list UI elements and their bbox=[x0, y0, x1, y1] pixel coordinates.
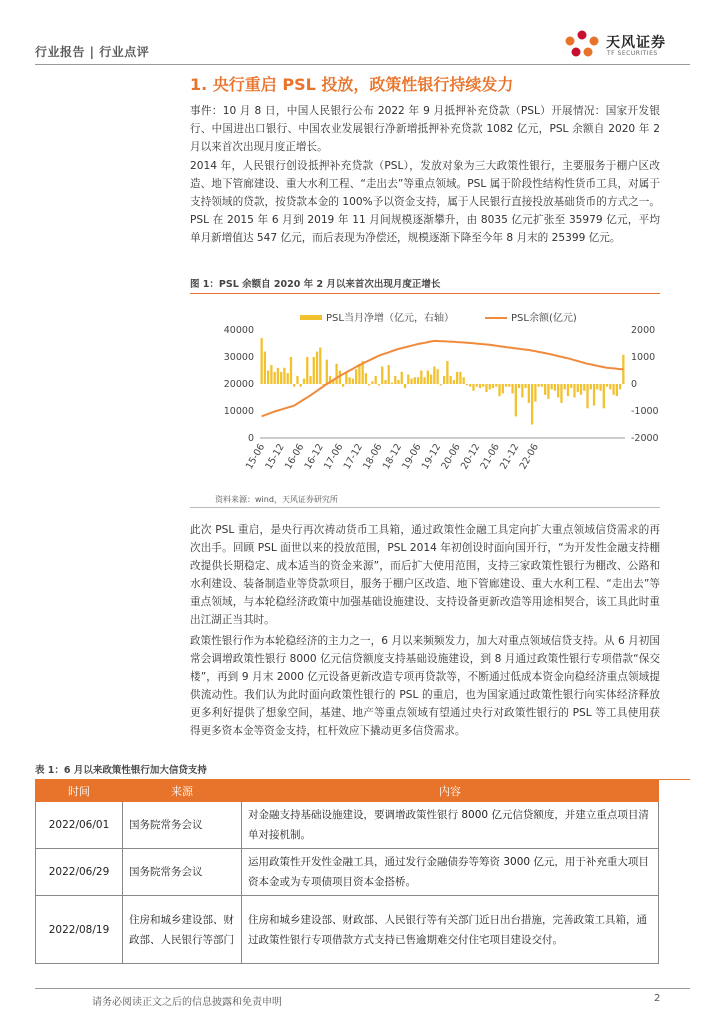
chart-bar bbox=[570, 384, 572, 388]
chart-bar bbox=[378, 384, 380, 385]
paragraph-event: 事件：10 月 8 日，中国人民银行公布 2022 年 9 月抵押补充贷款（PSL）开展情况：国家开发银行、中国进出口银行、中国农业发展银行净新增抵押补充贷款 1082 亿元，PSL 余额自 2020 年 2 月以来首次出现月度正增长。 bbox=[190, 105, 660, 153]
cell-date: 2022/08/19 bbox=[36, 896, 123, 964]
chart-bar bbox=[384, 380, 386, 384]
logo-mark-icon bbox=[560, 27, 604, 63]
chart-bar bbox=[450, 376, 452, 384]
chart-svg bbox=[200, 305, 660, 490]
chart-bar bbox=[521, 384, 523, 398]
chart-bar bbox=[313, 357, 315, 384]
chart-bar bbox=[355, 369, 357, 384]
chart-bar bbox=[394, 376, 396, 384]
chart-bar bbox=[534, 384, 536, 402]
x-tick-label: 21-06 bbox=[478, 442, 502, 472]
chart-bar bbox=[375, 376, 377, 384]
chart-bar bbox=[612, 384, 614, 395]
y-right-tick-label: 1000 bbox=[631, 352, 656, 363]
chart-bar bbox=[293, 384, 295, 387]
cell-date: 2022/06/01 bbox=[36, 802, 123, 849]
source-divider bbox=[190, 507, 660, 508]
x-tick-label: 20-06 bbox=[439, 442, 463, 472]
chart-bar bbox=[443, 376, 445, 384]
chart-bar bbox=[420, 371, 422, 385]
chart-bar bbox=[404, 384, 406, 388]
chart-bar bbox=[492, 384, 494, 388]
x-tick-label: 18-12 bbox=[380, 442, 405, 472]
cell-source: 国务院常务会议 bbox=[123, 802, 242, 849]
table-caption: 表 1：6 月以来政策性银行加大信贷支持 bbox=[35, 762, 690, 780]
y-right-tick-label: 0 bbox=[631, 379, 638, 390]
paragraph-psl-restart: 此次 PSL 重启，是央行再次祷动货币工具箱，通过政策性金融工具定向扩大重点领域信贷需求的再次出手。回顾 PSL 面世以来的投放范围，PSL 2014 年初创设时面向国开行，“为开发性金融支持棚改提供长期稳定、成本适当的资金来源”，而后扩大使用范围，支持三家政策性银行为棚改、公路和水利建设、装备制造业等贷款项目，服务于棚户区改造、地下管廊建设、重大水利工程、“走出去”等重点领域，与本轮稳经济政策中加强基础设施建设、支持设备更新改造等用途相契合，该工具此时重出江湖正当其时。 bbox=[190, 524, 660, 626]
header-source: 来源 bbox=[123, 781, 242, 802]
chart-bar bbox=[280, 372, 282, 384]
chart-bar bbox=[414, 377, 416, 384]
chart-bar bbox=[352, 379, 354, 384]
chart-bar bbox=[580, 384, 582, 395]
x-tick-label: 21-12 bbox=[498, 442, 522, 472]
chart-bar bbox=[440, 384, 442, 385]
y-left-tick-label: 10000 bbox=[223, 406, 254, 417]
chart-bar bbox=[410, 379, 412, 384]
chart-bar bbox=[345, 373, 347, 384]
chart-bar bbox=[498, 384, 500, 396]
chart-bar bbox=[433, 366, 435, 384]
chart-bar bbox=[554, 384, 556, 391]
chart-bar bbox=[619, 384, 621, 389]
chart-bar bbox=[260, 338, 262, 384]
chart-bar bbox=[270, 365, 272, 384]
x-tick-label: 16-06 bbox=[283, 442, 307, 472]
chart-bar bbox=[342, 384, 344, 387]
chart-bar bbox=[541, 384, 543, 387]
logo-subtext: TF SECURITIES bbox=[607, 50, 658, 57]
paragraph-policy-banks: 政策性银行作为本轮稳经济的主力之一，6 月以来频频发力，加大对重点领域信贷支持。从 6 月初国常会调增政策性银行 8000 亿元信贷额度支持基础设施建设，到 8 月通过政策性银行专项借款“保交楼”，再到 9 月末 2000 亿元设备更新改造专项再贷款等，不断通过低成本资金向稳经济重点领域提供流动性。我们认为此时面向政策性银行的 PSL 的重启，也为国家通过政策性银行向实体经济释放更多利好提供了想象空间，基建、地产等重点领域有望通过央行对政策性银行的 PSL 等工具使用获得更多资本金等资金支持，杠杆效应下撬动更多信贷需求。 bbox=[190, 635, 660, 737]
chart-bar bbox=[407, 375, 409, 384]
figure-source: 资料来源：wind，天风证券研究所 bbox=[215, 495, 338, 504]
chart-bar bbox=[401, 372, 403, 384]
chart-bar bbox=[368, 384, 370, 385]
y-left-tick-label: 20000 bbox=[223, 379, 254, 390]
chart-bar bbox=[537, 384, 539, 387]
y-right-tick-label: 2000 bbox=[631, 325, 656, 336]
chart-bar bbox=[303, 379, 305, 384]
footer-divider bbox=[35, 988, 690, 989]
chart-bar bbox=[577, 384, 579, 392]
chart-bar bbox=[505, 384, 507, 387]
x-tick-label: 16-12 bbox=[302, 442, 326, 472]
chart-bar bbox=[599, 384, 601, 391]
table-row bbox=[36, 896, 659, 964]
table-row bbox=[36, 802, 659, 849]
header-time: 时间 bbox=[36, 781, 123, 802]
chart-bar bbox=[596, 384, 598, 389]
chart-bar bbox=[593, 384, 595, 406]
cell-date: 2022/06/29 bbox=[36, 849, 123, 896]
chart-bar bbox=[381, 366, 383, 384]
chart-bar bbox=[417, 377, 419, 384]
report-category: 行业报告 | 行业点评 bbox=[35, 45, 150, 59]
chart-bar bbox=[296, 376, 298, 384]
chart-bar bbox=[583, 384, 585, 391]
cell-source: 国务院常务会议 bbox=[123, 849, 242, 896]
chart-bar bbox=[326, 360, 328, 384]
y-left-tick-label: 30000 bbox=[223, 352, 254, 363]
chart-bar bbox=[436, 369, 438, 384]
chart-bar bbox=[495, 384, 497, 387]
chart-bar bbox=[388, 365, 390, 384]
chart-bar bbox=[365, 373, 367, 384]
x-tick-label: 17-12 bbox=[341, 442, 365, 472]
x-tick-label: 15-06 bbox=[243, 442, 268, 472]
chart-bar bbox=[466, 384, 468, 385]
cell-source: 住房和城乡建设部、财政部、人民银行等部门 bbox=[123, 896, 242, 964]
chart-bar bbox=[476, 384, 478, 387]
chart-bar bbox=[515, 384, 517, 416]
chart-bar bbox=[479, 384, 481, 388]
page-number: 2 bbox=[654, 993, 661, 1004]
chart-bar bbox=[511, 384, 513, 393]
chart-bar bbox=[547, 384, 549, 399]
chart-bar bbox=[564, 384, 566, 389]
chart-bar bbox=[586, 384, 588, 408]
legend-label-line: PSL余额(亿元) bbox=[511, 313, 577, 324]
chart-bar bbox=[567, 384, 569, 396]
cell-content: 运用政策性开发性金融工具，通过发行金融债券等筹资 3000 亿元，用于补充重大项目资本金或为专项债项目资本金搭桥。 bbox=[242, 849, 659, 896]
x-tick-label: 20-12 bbox=[458, 442, 483, 472]
chart-bar bbox=[283, 368, 285, 384]
logo-text: 天风证券 bbox=[606, 35, 666, 51]
x-tick-label: 18-06 bbox=[361, 442, 385, 472]
chart-bar bbox=[371, 381, 373, 384]
chart-bar bbox=[348, 377, 350, 384]
chart-bar bbox=[446, 361, 448, 384]
chart-bar bbox=[463, 377, 465, 384]
chart-bar bbox=[264, 352, 266, 384]
y-left-tick-label: 0 bbox=[247, 433, 254, 444]
chart-bar bbox=[609, 384, 611, 389]
chart-bar bbox=[267, 371, 269, 385]
chart-bar bbox=[459, 372, 461, 384]
x-tick-label: 19-12 bbox=[419, 442, 444, 472]
y-left-tick-label: 40000 bbox=[223, 325, 254, 336]
chart-bar bbox=[274, 372, 276, 384]
chart-bar bbox=[573, 384, 575, 398]
chart-bar bbox=[508, 384, 510, 387]
chart-bar bbox=[423, 377, 425, 384]
chart-bar bbox=[606, 384, 608, 387]
footer-disclaimer: 请务必阅读正文之后的信息披露和免责申明 bbox=[92, 997, 282, 1008]
figure-caption: 图 1：PSL 余额自 2020 年 2 月以来首次出现月度正增长 bbox=[190, 276, 660, 294]
x-tick-label: 17-06 bbox=[322, 442, 346, 472]
y-right-tick-label: -2000 bbox=[631, 433, 659, 444]
chart-bar bbox=[528, 384, 530, 403]
section-title: 1. 央行重启 PSL 投放，政策性银行持续发力 bbox=[190, 75, 514, 94]
table-row bbox=[36, 849, 659, 896]
header-content: 内容 bbox=[242, 781, 659, 802]
chart-bar bbox=[551, 384, 553, 389]
chart-bar bbox=[603, 384, 605, 408]
chart-bar bbox=[397, 380, 399, 384]
x-tick-label: 22-06 bbox=[517, 442, 541, 472]
chart-bar bbox=[287, 373, 289, 384]
chart-bar bbox=[358, 364, 360, 384]
chart-bar bbox=[391, 383, 393, 384]
chart-series-line bbox=[262, 341, 624, 416]
chart-bar bbox=[453, 380, 455, 384]
chart-bar bbox=[518, 384, 520, 388]
policy-table bbox=[35, 780, 659, 964]
chart-bar bbox=[524, 384, 526, 388]
chart-bar bbox=[290, 357, 292, 384]
header-divider bbox=[35, 64, 690, 65]
chart-bar bbox=[277, 368, 279, 384]
y-right-tick-label: -1000 bbox=[631, 406, 659, 417]
chart-bar bbox=[316, 352, 318, 384]
chart-bar bbox=[472, 384, 474, 391]
chart-bar bbox=[306, 357, 308, 384]
cell-content: 对金融支持基础设施建设，要调增政策性银行 8000 亿元信贷额度，并建立重点项目清单对接机制。 bbox=[242, 802, 659, 849]
chart-bar bbox=[430, 375, 432, 384]
chart-bar bbox=[489, 384, 491, 389]
chart-bar bbox=[502, 384, 504, 393]
chart-bar bbox=[485, 384, 487, 392]
chart-bar bbox=[560, 384, 562, 403]
chart-bar bbox=[456, 372, 458, 384]
chart-bar bbox=[544, 384, 546, 395]
legend-swatch-bar bbox=[300, 315, 322, 320]
company-logo bbox=[560, 27, 690, 63]
chart-bar bbox=[427, 371, 429, 385]
chart-bar bbox=[319, 348, 321, 384]
x-tick-label: 19-06 bbox=[400, 442, 424, 472]
x-tick-label: 15-12 bbox=[263, 442, 287, 472]
chart-bar bbox=[531, 384, 533, 425]
chart-bar bbox=[300, 384, 302, 387]
chart-bar bbox=[590, 384, 592, 389]
chart-bar bbox=[335, 364, 337, 384]
chart-bar bbox=[616, 384, 618, 396]
psl-chart bbox=[200, 305, 660, 494]
chart-bar bbox=[309, 376, 311, 384]
chart-bar bbox=[557, 384, 559, 398]
chart-bar bbox=[482, 384, 484, 387]
table-header-row bbox=[36, 781, 659, 802]
cell-content: 住房和城乡建设部、财政部、人民银行等有关部门近日出台措施，完善政策工具箱，通过政策性银行专项借款方式支持已售逾期难交付住宅项目建设交付。 bbox=[242, 896, 659, 964]
legend-label-bar: PSL当月净增（亿元，右轴） bbox=[326, 313, 454, 324]
paragraph-psl-intro: 2014 年，人民银行创设抵押补充贷款（PSL），发放对象为三大政策性银行，主要服务于棚户区改造、地下管廊建设、重大水利工程、“走出去”等重点领域。PSL 属于阶段性结构性货币工具，对属于支持领域的贷款，按贷款本金的 100%予以资金支持，属于人民银行直接投放基础货币的方式之一。PSL 在 2015 年 6 月到 2019 年 11 月间规模逐渐攀升，由 8035 亿元扩张至 35979 亿元，平均单月新增值达 547 亿元，而后表现为净偿还，规模逐渐下降至今年 8 月末的 25399 亿元。 bbox=[190, 160, 660, 244]
chart-bar bbox=[469, 384, 471, 387]
